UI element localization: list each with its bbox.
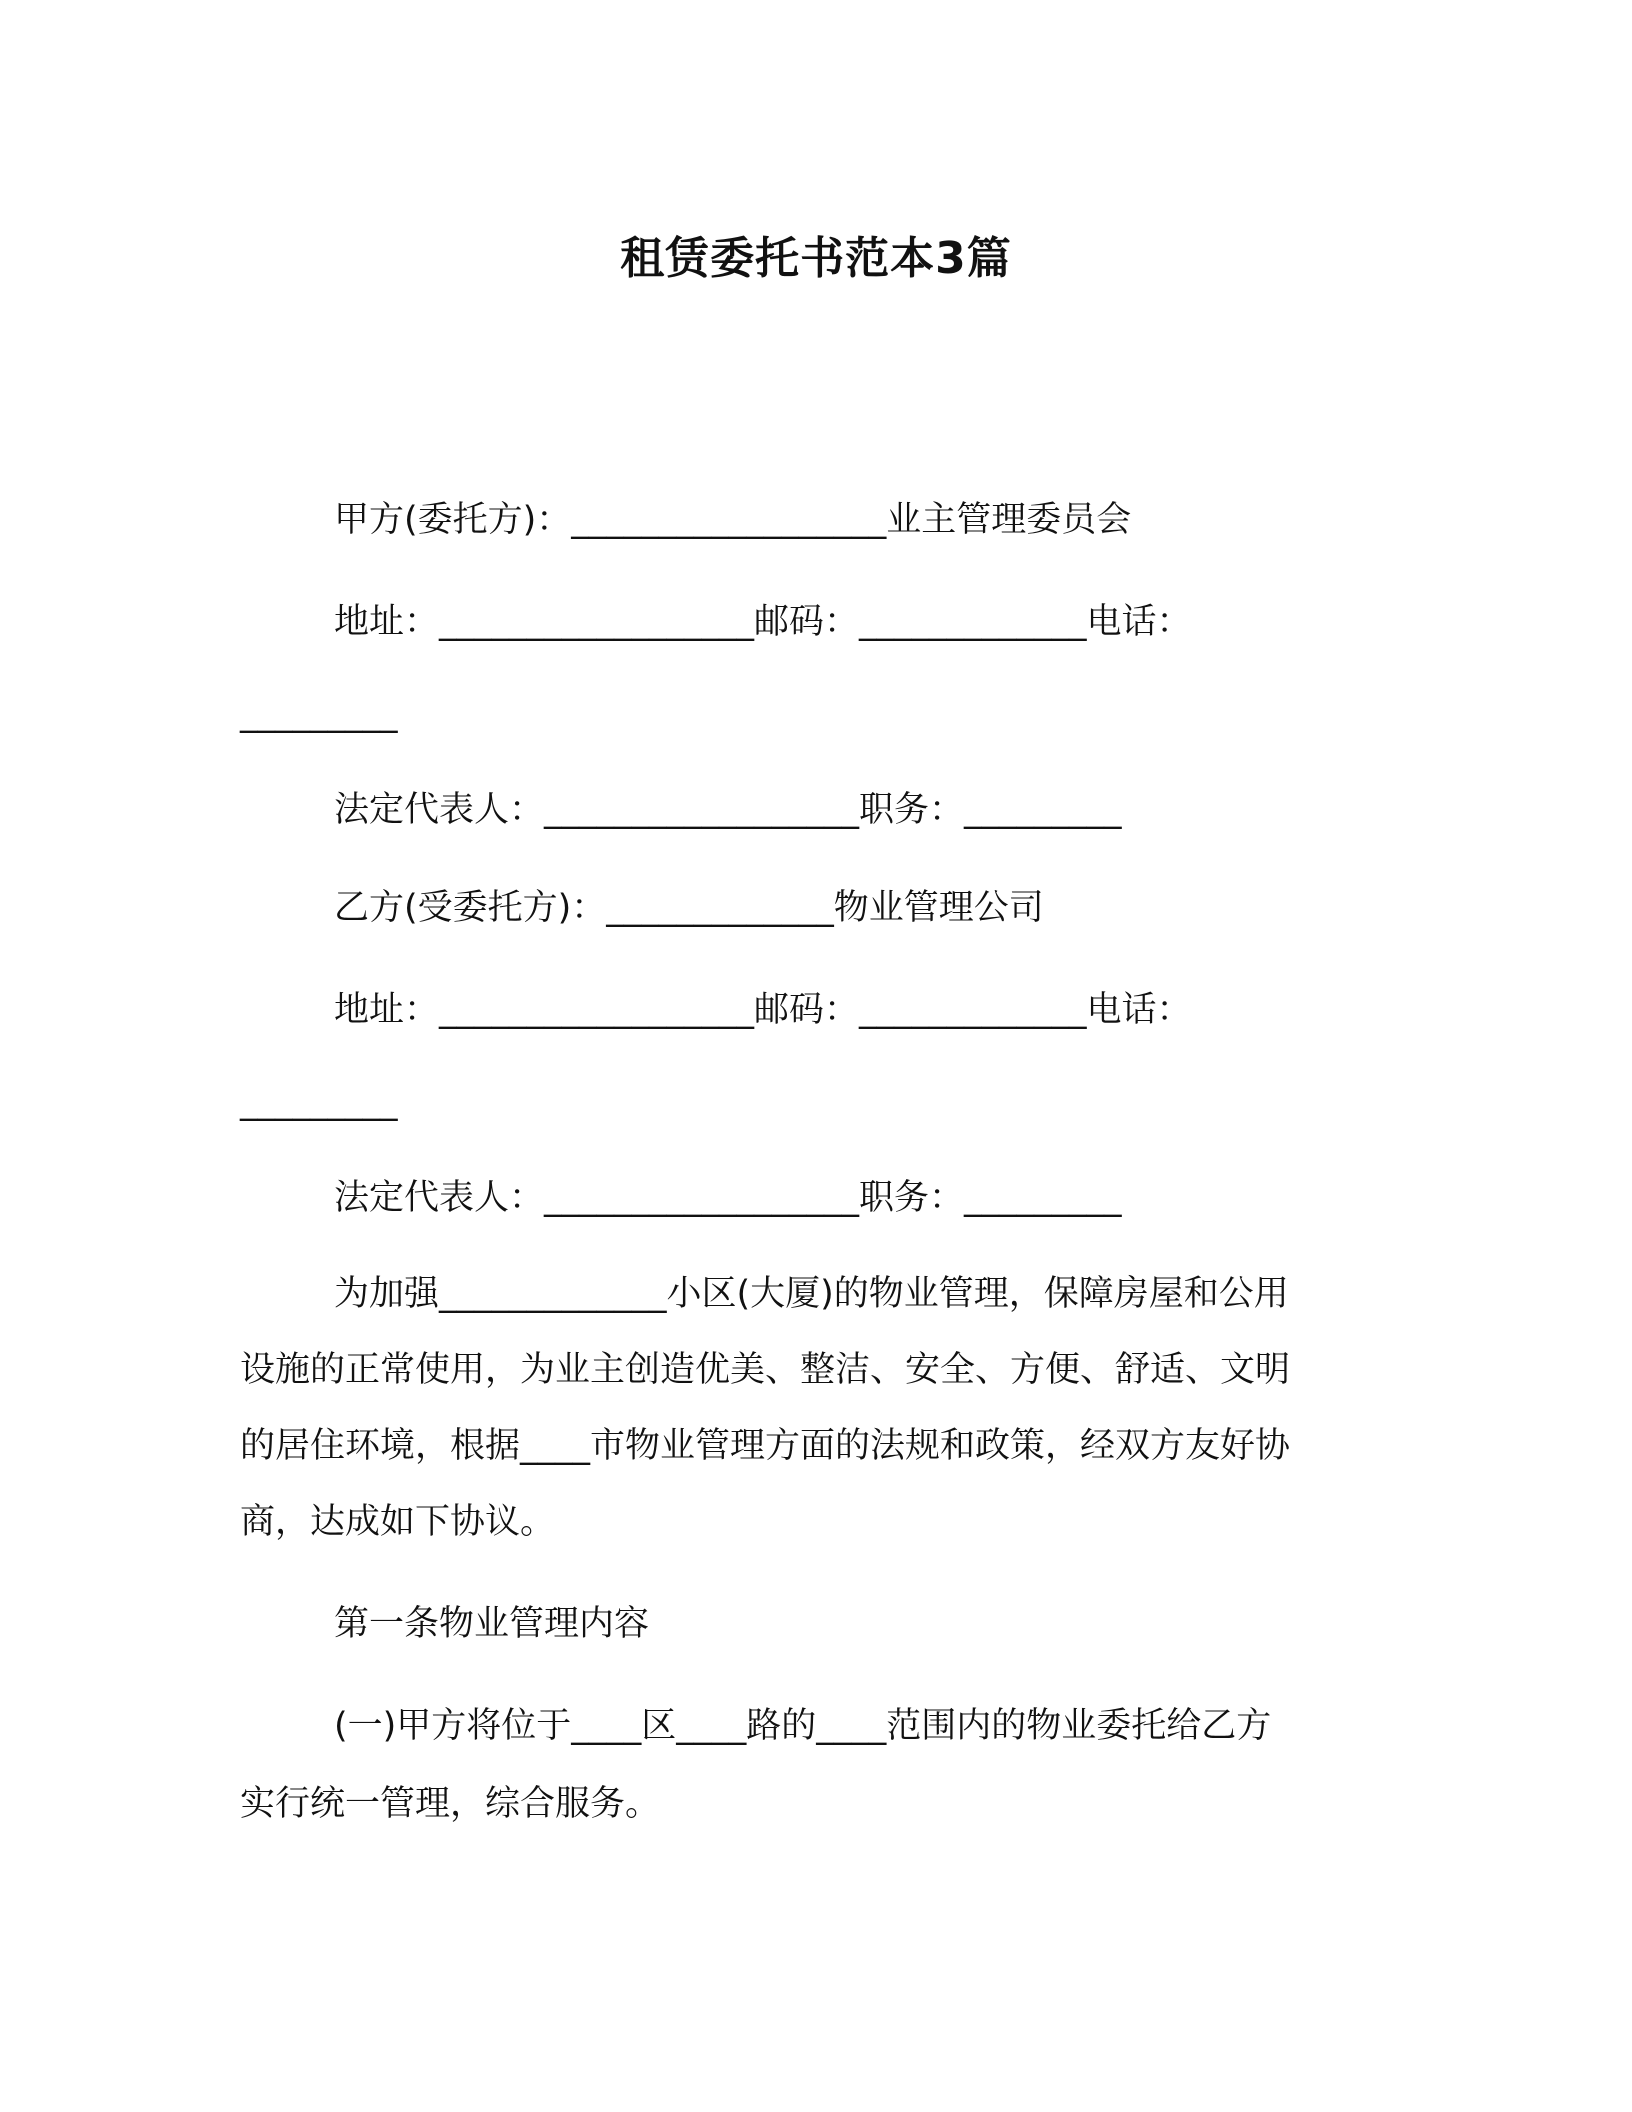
party-a-name-line: 甲方(委托方)：__________________业主管理委员会 xyxy=(334,500,1132,540)
party-b-address-cont: _________ xyxy=(240,1082,398,1122)
party-a-address-line: 地址：__________________邮码：_____________电话： xyxy=(334,602,1192,642)
party-b-address-line: 地址：__________________邮码：_____________电话： xyxy=(334,990,1192,1030)
preamble-line-3: 的居住环境，根据____市物业管理方面的法规和政策，经双方友好协 xyxy=(240,1426,1291,1466)
party-a-address-cont: _________ xyxy=(240,694,398,734)
document-title: 租赁委托书范本3篇 xyxy=(620,233,1012,284)
preamble-line-4: 商，达成如下协议。 xyxy=(240,1502,556,1542)
party-a-rep-line: 法定代表人：__________________职务：_________ xyxy=(334,790,1122,830)
article-1-item-1-line-1: (一)甲方将位于____区____路的____范围内的物业委托给乙方 xyxy=(334,1706,1272,1746)
preamble-line-2: 设施的正常使用，为业主创造优美、整洁、安全、方便、舒适、文明 xyxy=(240,1350,1291,1390)
party-b-name-line: 乙方(受委托方)：_____________物业管理公司 xyxy=(334,888,1044,928)
party-b-rep-line: 法定代表人：__________________职务：_________ xyxy=(334,1178,1122,1218)
article-1-item-1-line-2: 实行统一管理，综合服务。 xyxy=(240,1784,661,1824)
preamble-line-1: 为加强_____________小区(大厦)的物业管理，保障房屋和公用 xyxy=(334,1274,1289,1314)
article-1-heading: 第一条物业管理内容 xyxy=(334,1604,650,1644)
